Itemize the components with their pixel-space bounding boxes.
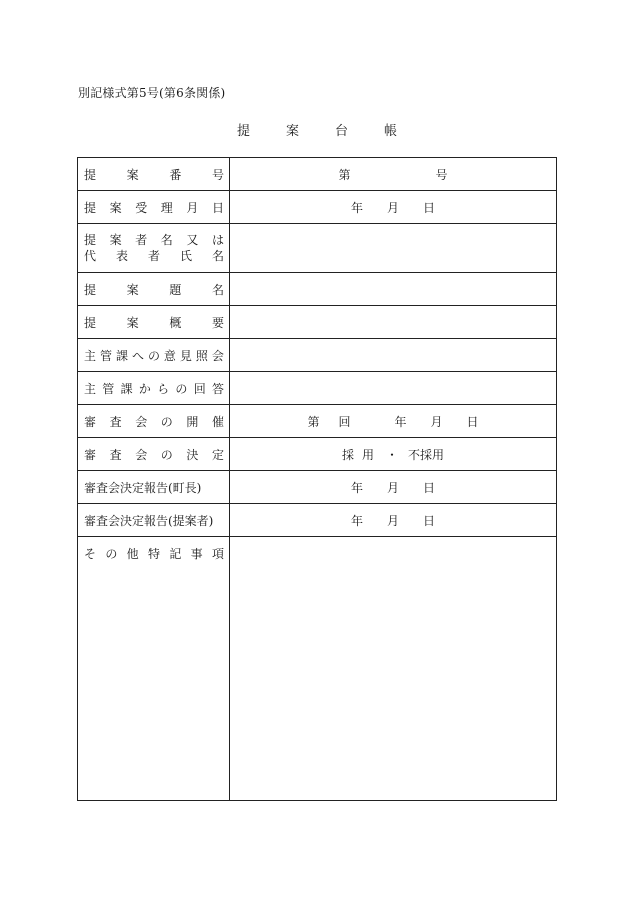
dist-label (84, 166, 224, 183)
value-proposal-number[interactable] (230, 158, 557, 191)
label-char: 課 (120, 381, 133, 396)
dist-label (84, 446, 224, 463)
month-label: 月 (386, 480, 399, 495)
label-char: 会 (135, 447, 148, 462)
label-char: 催 (211, 414, 224, 429)
label-char: の (160, 447, 173, 462)
label-char: 提 (84, 167, 97, 182)
label-char: 審 (84, 447, 97, 462)
day-label: 日 (423, 480, 436, 495)
table-row (78, 224, 557, 273)
title-char: 帳 (383, 124, 397, 139)
label-char: そ (84, 547, 97, 561)
label-char: へ (131, 348, 144, 363)
label-char: 案 (109, 233, 122, 247)
label-char: 開 (186, 414, 199, 429)
label-char: 号 (211, 167, 224, 182)
value-proposal-summary[interactable] (230, 306, 557, 339)
dist-label (84, 545, 224, 562)
label-char: 名 (160, 233, 173, 247)
label-char: 意 (163, 348, 176, 363)
day-label: 日 (423, 200, 436, 215)
label-char: 者 (135, 233, 148, 247)
value-committee-decision[interactable] (230, 438, 557, 471)
row-label-proposal-title (78, 273, 230, 306)
table-row (78, 471, 557, 504)
label-char: か (138, 381, 151, 396)
table-row (78, 158, 557, 191)
value-proposal-title[interactable] (230, 273, 557, 306)
row-label-proposer-name (78, 224, 230, 273)
table-row (78, 306, 557, 339)
row-label-report-proposer (78, 504, 230, 537)
month-label: 月 (386, 513, 399, 528)
label-char: 案 (126, 282, 139, 297)
label-char: 番 (169, 167, 182, 182)
document-title (237, 120, 397, 139)
value-part: 第 (307, 414, 320, 429)
label-char: 題 (169, 282, 182, 297)
label-char: 受 (135, 200, 148, 215)
row-label-committee-meeting (78, 405, 230, 438)
label-char: ら (157, 381, 170, 396)
label-char: 項 (211, 547, 224, 561)
table-row (78, 191, 557, 224)
label-text: 審査会決定報告(町長) (84, 480, 202, 495)
value-committee-meeting[interactable] (230, 405, 557, 438)
title-char: 台 (334, 124, 348, 139)
label-char: の (147, 348, 160, 363)
month-label: 月 (386, 200, 399, 215)
table-row (78, 504, 557, 537)
label-char: 特 (147, 547, 160, 561)
day-label: 日 (423, 513, 436, 528)
table-row (78, 339, 557, 372)
proposal-ledger-table (77, 157, 557, 801)
title-char: 案 (285, 124, 299, 139)
row-label-report-mayor (78, 471, 230, 504)
dist-label (84, 248, 224, 264)
table-row (78, 537, 557, 801)
label-char: 査 (109, 414, 122, 429)
value-part: 回 (338, 414, 351, 429)
label-char: 他 (126, 547, 139, 561)
label-char: 理 (160, 200, 173, 215)
label-char: 表 (115, 249, 128, 263)
label-char: 会 (135, 414, 148, 429)
label-text: 審査会決定報告(提案者) (84, 513, 214, 528)
adopt-option: 採 (341, 447, 354, 462)
dist-label (84, 413, 224, 430)
year-label: 年 (350, 200, 363, 215)
dist-label (84, 232, 224, 248)
label-char: は (211, 233, 224, 247)
reject-option: 不採用 (408, 447, 445, 462)
year-label: 年 (350, 513, 363, 528)
value-department-inquiry[interactable] (230, 339, 557, 372)
year-label: 年 (350, 480, 363, 495)
label-char: 記 (169, 547, 182, 561)
label-char: 答 (211, 381, 224, 396)
label-char: 見 (179, 348, 192, 363)
value-receipt-date[interactable] (230, 191, 557, 224)
dist-label (84, 281, 224, 298)
label-char: 会 (211, 348, 224, 363)
label-char: 案 (126, 167, 139, 182)
label-char: 照 (195, 348, 208, 363)
row-label-committee-decision (78, 438, 230, 471)
label-char: 案 (109, 200, 122, 215)
value-report-proposer[interactable] (230, 504, 557, 537)
adopt-option: 用 (361, 447, 374, 462)
value-proposer-name[interactable] (230, 224, 557, 273)
label-char: 主 (84, 381, 97, 396)
label-char: 課 (115, 348, 128, 363)
table-row (78, 372, 557, 405)
row-label-proposal-number (78, 158, 230, 191)
separator-dot: ・ (386, 447, 399, 462)
value-part: 号 (435, 167, 448, 182)
row-label-special-notes (78, 537, 230, 801)
dist-label (84, 314, 224, 331)
day-label: 日 (466, 414, 479, 429)
label-char: 回 (193, 381, 206, 396)
label-char: 要 (211, 315, 224, 330)
table-row (78, 438, 557, 471)
year-label: 年 (394, 414, 407, 429)
label-char: 概 (169, 315, 182, 330)
label-char: の (175, 381, 188, 396)
label-char: 名 (211, 249, 224, 263)
label-char: 月 (186, 200, 199, 215)
label-char: 管 (102, 381, 115, 396)
label-char: 代 (84, 249, 97, 263)
table-row (78, 405, 557, 438)
label-char: 定 (211, 447, 224, 462)
dist-label (84, 347, 224, 364)
value-department-response[interactable] (230, 372, 557, 405)
label-char: 事 (190, 547, 203, 561)
month-label: 月 (430, 414, 443, 429)
label-char: 提 (84, 233, 97, 247)
row-label-department-inquiry (78, 339, 230, 372)
label-char: 提 (84, 315, 97, 330)
label-char: 査 (109, 447, 122, 462)
title-char: 提 (237, 124, 251, 139)
label-char: 決 (186, 447, 199, 462)
label-char: 提 (84, 282, 97, 297)
row-label-proposal-summary (78, 306, 230, 339)
label-char: 提 (84, 200, 97, 215)
form-reference: 別記様式第5号(第6条関係) (78, 86, 226, 100)
label-char: 氏 (179, 249, 192, 263)
value-special-notes[interactable] (230, 537, 557, 801)
dist-label (84, 380, 224, 397)
label-char: 又 (186, 233, 199, 247)
row-label-department-response (78, 372, 230, 405)
label-char: 管 (99, 348, 112, 363)
label-char: 名 (211, 282, 224, 297)
label-char: の (105, 547, 118, 561)
label-char: の (160, 414, 173, 429)
label-char: 者 (147, 249, 160, 263)
value-report-mayor[interactable] (230, 471, 557, 504)
table-row (78, 273, 557, 306)
value-part: 第 (338, 167, 351, 182)
label-char: 日 (211, 200, 224, 215)
dist-label (84, 199, 224, 216)
label-char: 案 (126, 315, 139, 330)
label-char: 審 (84, 414, 97, 429)
label-char: 主 (84, 348, 97, 363)
row-label-receipt-date (78, 191, 230, 224)
